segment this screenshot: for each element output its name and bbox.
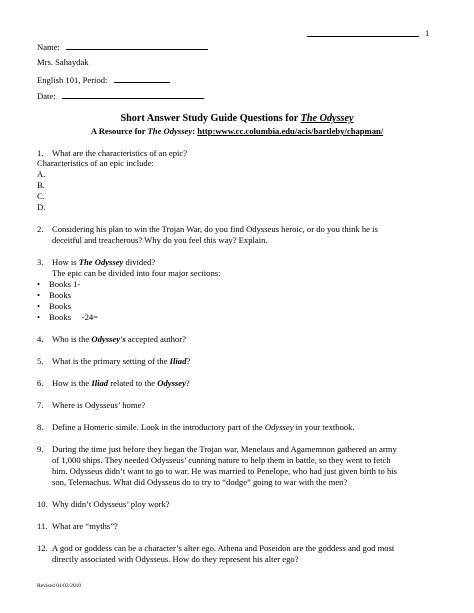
q1-followup: Characteristics of an epic include: xyxy=(37,158,154,168)
question-text-line-1: A god or goddess can be a character’s alter ego. Athena and Poseidon are the goddess and god most xyxy=(52,543,395,553)
question-text: What are “myths”? xyxy=(52,521,118,531)
q3-bullet-3 xyxy=(37,301,71,312)
course-label: English 101, Period: xyxy=(37,75,108,85)
revision-date: Revised 01/02/2010 xyxy=(37,583,82,589)
page-number: 1 xyxy=(425,28,430,38)
bullet-text: Books xyxy=(49,301,71,311)
question-subtext: The epic can be divided into four major sections: xyxy=(52,268,221,278)
q5-post: ? xyxy=(186,356,191,366)
q4-post: accepted author? xyxy=(125,334,186,344)
bullet-text: Books xyxy=(49,290,71,300)
question-text xyxy=(52,378,449,389)
name-blank xyxy=(66,40,208,50)
question-number: 1. xyxy=(37,148,44,158)
q5-pre: What is the primary setting of the xyxy=(52,356,170,366)
subtitle-book: The Odyssey xyxy=(147,126,193,136)
question-number: 5. xyxy=(37,356,44,366)
question-6 xyxy=(37,378,449,389)
header-top-line xyxy=(307,27,419,37)
q5-book: Iliad xyxy=(169,356,187,366)
q3-bullet-2 xyxy=(37,290,71,301)
question-text-line-4: son, Telemachus. What did Odysseus do to try to “dodge” going to war with the men? xyxy=(52,477,348,487)
title-book: The Odyssey xyxy=(300,113,354,124)
question-number: 7. xyxy=(37,400,44,410)
question-number: 8. xyxy=(37,422,44,432)
q4-pre: Who is the xyxy=(52,334,92,344)
question-text-line-2: directly associated with Odysseus. How do they represent his alter ego? xyxy=(52,554,299,564)
title-prefix: Short Answer Study Guide Questions for xyxy=(120,113,301,124)
q1-letter-d: D. xyxy=(37,202,46,212)
q3-bullet-4 xyxy=(37,312,98,323)
question-5 xyxy=(37,356,449,367)
question-text xyxy=(52,334,449,345)
question-text: Where is Odysseus’ home? xyxy=(52,400,146,410)
q1-letter-c: C. xyxy=(37,191,45,201)
q8-post: in your textbook. xyxy=(293,422,355,432)
subtitle-prefix: A Resource for xyxy=(90,126,148,136)
question-text: What are the characteristics of an epic? xyxy=(52,148,188,158)
q6-book-2: Odyssey xyxy=(157,378,186,388)
question-text-line-2: of 1,000 ships. They needed Odysseus’ cunning nature to help them in battle, so they went to fetch xyxy=(52,455,391,465)
question-12 xyxy=(37,543,449,565)
q3-bullet-1 xyxy=(37,279,80,290)
question-8 xyxy=(37,422,449,433)
question-number: 3. xyxy=(37,257,44,267)
question-text xyxy=(52,356,449,367)
question-number: 12. xyxy=(37,543,48,553)
question-4 xyxy=(37,334,449,345)
question-10 xyxy=(37,499,449,510)
q1-letter-a: A. xyxy=(37,169,46,179)
question-7 xyxy=(37,400,449,411)
date-field xyxy=(37,89,204,102)
q3-post: divided? xyxy=(123,257,156,267)
q3-book: The Odyssey xyxy=(78,257,124,267)
question-11 xyxy=(37,521,449,532)
bullet-dot: • xyxy=(37,312,41,322)
question-number: 10. xyxy=(37,499,48,509)
question-number: 9. xyxy=(37,444,44,454)
question-text-line-2: deceitful and treacherous? Why do you feel this way? Explain. xyxy=(52,235,268,245)
question-text: Why didn’t Odysseus’ ploy work? xyxy=(52,499,170,509)
date-blank xyxy=(62,89,204,99)
bullet-text: Books -24= xyxy=(49,312,99,322)
course-field xyxy=(37,73,170,86)
question-text xyxy=(52,257,449,268)
question-number: 2. xyxy=(37,224,44,234)
resource-link[interactable]: http:www.cc.columbia.edu/acis/bartleby/chapman/ xyxy=(197,126,384,136)
teacher-name: Mrs. Sahaydak xyxy=(37,57,89,67)
q4-book: Odyssey's xyxy=(91,334,126,344)
question-text-line-3: him. Odysseus didn’t want to go to war. He was married to Penelope, who had just given birth to his xyxy=(52,466,397,476)
bullet-text: Books 1- xyxy=(49,279,81,289)
bullet-dot: • xyxy=(37,279,41,289)
date-label: Date: xyxy=(37,91,56,101)
question-text-line-1: Considering his plan to win the Trojan War, do you find Odysseus heroic, or do you think he is xyxy=(52,224,378,234)
question-3 xyxy=(37,257,449,279)
question-text-line-1: During the time just before they began the Trojan war, Menelaus and Agamemnon gathered an army xyxy=(52,444,397,454)
q6-book-1: Iliad xyxy=(91,378,109,388)
document-title xyxy=(0,113,474,125)
q8-pre: Define a Homeric simile. Look in the introductory part of the xyxy=(52,422,265,432)
question-2 xyxy=(37,224,449,246)
q8-book: Odyssey xyxy=(264,422,294,432)
question-text xyxy=(52,422,449,433)
period-blank xyxy=(114,73,170,83)
question-number: 4. xyxy=(37,334,44,344)
q1-letter-b: B. xyxy=(37,180,45,190)
question-9 xyxy=(37,444,449,488)
bullet-dot: • xyxy=(37,301,41,311)
name-field xyxy=(37,40,208,53)
question-number: 11. xyxy=(37,521,48,531)
q6-post: ? xyxy=(185,378,190,388)
bullet-dot: • xyxy=(37,290,41,300)
q6-pre: How is the xyxy=(52,378,92,388)
subtitle-colon: : xyxy=(192,126,198,136)
q3-pre: How is xyxy=(52,257,79,267)
question-number: 6. xyxy=(37,378,44,388)
q6-mid: related to the xyxy=(108,378,158,388)
name-label: Name: xyxy=(37,42,60,52)
document-subtitle xyxy=(0,126,474,137)
